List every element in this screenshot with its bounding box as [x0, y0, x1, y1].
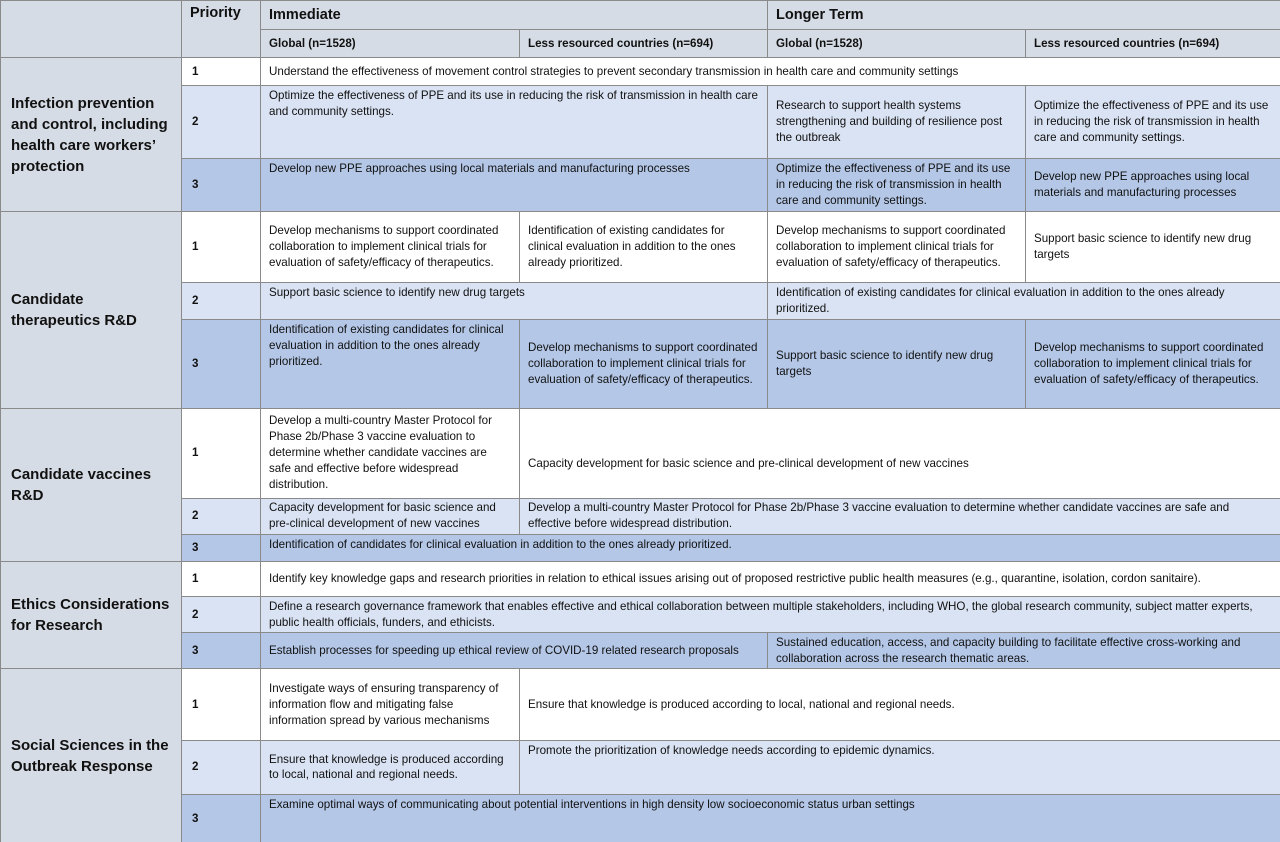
- thera-priority-1-immediate-less: Identification of existing candidates for clinical evaluation in addition to the ones already prioritized.: [520, 212, 768, 283]
- vacc-priority-3-all: Identification of candidates for clinical evaluation in addition to the ones already prioritized.: [261, 534, 1280, 561]
- priority-label: 1: [182, 58, 261, 86]
- ipc-priority-3-immediate: Develop new PPE approaches using local materials and manufacturing processes: [261, 158, 768, 211]
- thera-priority-3-immediate-global: Identification of existing candidates for clinical evaluation in addition to the ones already prioritized.: [261, 319, 520, 408]
- vacc-priority-1-rest: Capacity development for basic science and pre-clinical development of new vaccines: [520, 409, 1280, 498]
- ethics-priority-2-all: Define a research governance framework that enables effective and ethical collaboration between multiple stakeholders, including WHO, the global research community, subject matter experts, public health officials, funders, and ethicists.: [261, 597, 1280, 633]
- priority-label: 2: [182, 498, 261, 534]
- vacc-priority-1-immediate-global: Develop a multi-country Master Protocol for Phase 2b/Phase 3 vaccine evaluation to determine whether candidate vaccines are safe and effective before widespread distribution.: [261, 409, 520, 498]
- category-infection-prevention: Infection prevention and control, including health care workers’ protection: [1, 58, 182, 212]
- priority-label: 2: [182, 86, 261, 158]
- vacc-priority-2-immediate-global: Capacity development for basic science and pre-clinical development of new vaccines: [261, 498, 520, 534]
- thera-priority-3-longer-less: Develop mechanisms to support coordinated collaboration to implement clinical trials for evaluation of safety/efficacy of therapeutics.: [1026, 319, 1280, 408]
- priority-label: 3: [182, 795, 261, 842]
- header-longer-less-resourced: Less resourced countries (n=694): [1026, 30, 1280, 58]
- thera-priority-3-longer-global: Support basic science to identify new drug targets: [768, 319, 1026, 408]
- category-social-sciences: Social Sciences in the Outbreak Response: [1, 669, 182, 842]
- header-immediate-global: Global (n=1528): [261, 30, 520, 58]
- social-priority-3-all: Examine optimal ways of communicating about potential interventions in high density low socioeconomic status urban settings: [261, 795, 1280, 842]
- priority-label: 3: [182, 534, 261, 561]
- priority-label: 1: [182, 669, 261, 740]
- thera-priority-2-immediate: Support basic science to identify new drug targets: [261, 283, 768, 319]
- priority-label: 1: [182, 212, 261, 283]
- header-immediate-less-resourced: Less resourced countries (n=694): [520, 30, 768, 58]
- header-priority: Priority: [182, 1, 261, 58]
- ipc-priority-2-immediate: Optimize the effectiveness of PPE and its use in reducing the risk of transmission in health care and community settings.: [261, 86, 768, 158]
- header-immediate: Immediate: [261, 1, 768, 30]
- ipc-priority-1-all: Understand the effectiveness of movement control strategies to prevent secondary transmission in health care and community settings: [261, 58, 1280, 86]
- thera-priority-1-longer-global: Develop mechanisms to support coordinated collaboration to implement clinical trials for evaluation of safety/efficacy of therapeutics.: [768, 212, 1026, 283]
- thera-priority-2-longer: Identification of existing candidates for clinical evaluation in addition to the ones already prioritized.: [768, 283, 1280, 319]
- category-therapeutics: Candidate therapeutics R&D: [1, 212, 182, 409]
- ipc-priority-2-longer-less: Optimize the effectiveness of PPE and its use in reducing the risk of transmission in health care and community settings.: [1026, 86, 1280, 158]
- priority-label: 2: [182, 740, 261, 794]
- header-longer-global: Global (n=1528): [768, 30, 1026, 58]
- priority-label: 3: [182, 158, 261, 211]
- priority-label: 1: [182, 561, 261, 596]
- priority-label: 3: [182, 319, 261, 408]
- header-longer-term: Longer Term: [768, 1, 1280, 30]
- priority-label: 2: [182, 283, 261, 319]
- thera-priority-1-immediate-global: Develop mechanisms to support coordinated collaboration to implement clinical trials for evaluation of safety/efficacy of therapeutics.: [261, 212, 520, 283]
- category-vaccines: Candidate vaccines R&D: [1, 409, 182, 562]
- category-ethics: Ethics Considerations for Research: [1, 561, 182, 669]
- priority-label: 1: [182, 409, 261, 498]
- social-priority-1-first: Investigate ways of ensuring transparency of information flow and mitigating false information spread by various mechanisms: [261, 669, 520, 740]
- ipc-priority-2-longer-global: Research to support health systems strengthening and building of resilience post the outbreak: [768, 86, 1026, 158]
- social-priority-2-first: Ensure that knowledge is produced according to local, national and regional needs.: [261, 740, 520, 794]
- thera-priority-3-immediate-less: Develop mechanisms to support coordinated collaboration to implement clinical trials for evaluation of safety/efficacy of therapeutics.: [520, 319, 768, 408]
- ipc-priority-3-longer-less: Develop new PPE approaches using local materials and manufacturing processes: [1026, 158, 1280, 211]
- social-priority-1-rest: Ensure that knowledge is produced according to local, national and regional needs.: [520, 669, 1280, 740]
- social-priority-2-rest: Promote the prioritization of knowledge needs according to epidemic dynamics.: [520, 740, 1280, 794]
- ethics-priority-1-all: Identify key knowledge gaps and research priorities in relation to ethical issues arising out of proposed restrictive public health measures (e.g., quarantine, isolation, cordon sanitaire).: [261, 561, 1280, 596]
- priority-label: 3: [182, 633, 261, 669]
- corner-cell: [1, 1, 182, 58]
- ethics-priority-3-longer: Sustained education, access, and capacity building to facilitate effective cross-working and collaboration across the research thematic areas.: [768, 633, 1280, 669]
- ethics-priority-3-immediate: Establish processes for speeding up ethical review of COVID-19 related research proposals: [261, 633, 768, 669]
- vacc-priority-2-rest: Develop a multi-country Master Protocol for Phase 2b/Phase 3 vaccine evaluation to determine whether candidate vaccines are safe and effective before widespread distribution.: [520, 498, 1280, 534]
- ipc-priority-3-longer-global: Optimize the effectiveness of PPE and its use in reducing the risk of transmission in health care and community settings.: [768, 158, 1026, 211]
- thera-priority-1-longer-less: Support basic science to identify new drug targets: [1026, 212, 1280, 283]
- priority-label: 2: [182, 597, 261, 633]
